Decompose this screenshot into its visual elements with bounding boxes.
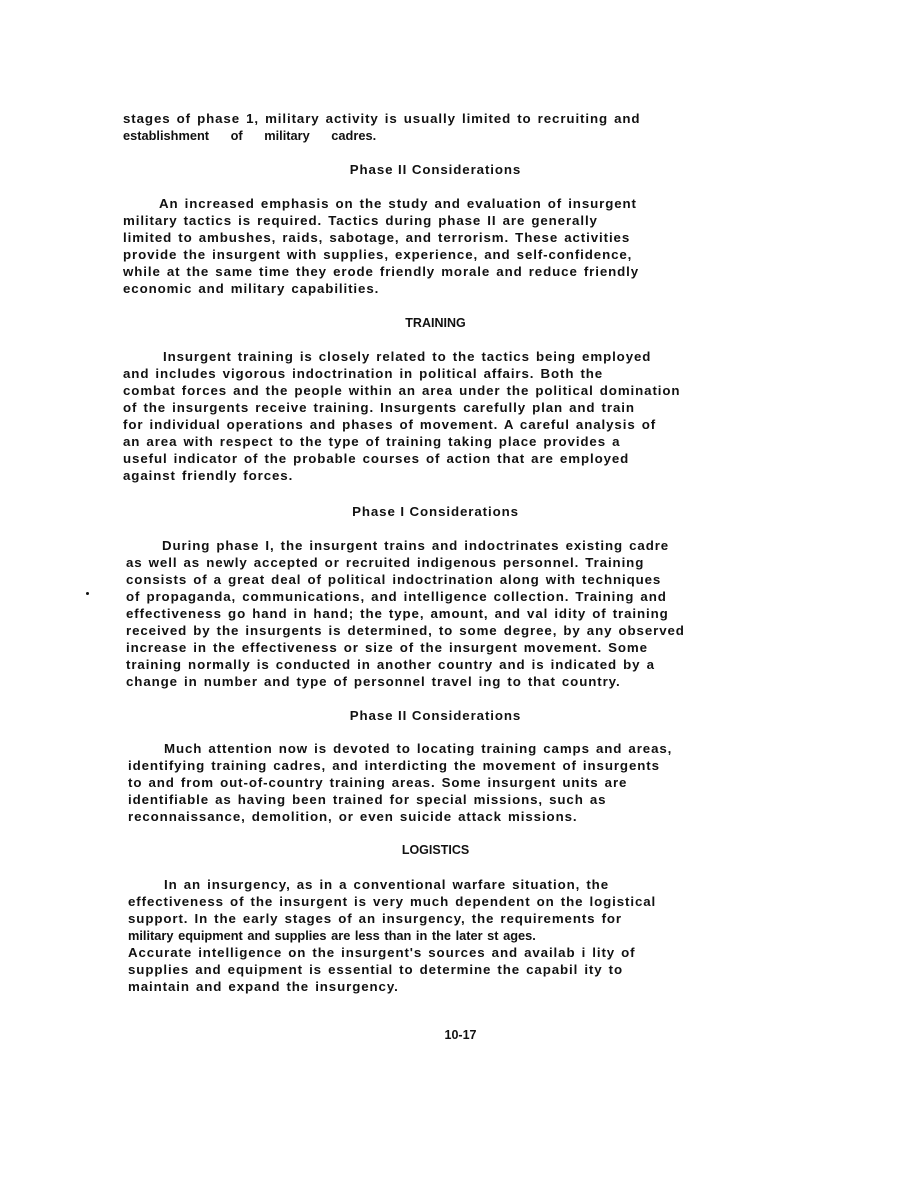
paragraph-line: military tactics is required. Tactics during phase II are generally <box>123 213 598 228</box>
paragraph-line: An increased emphasis on the study and evaluation of insurgent <box>159 196 637 211</box>
paragraph-line: effectiveness of the insurgent is very much dependent on the logistical <box>128 894 657 909</box>
intro-line-1: stages of phase 1, military activity is usually limited to recruiting and <box>123 111 641 126</box>
paragraph-line: identifying training cadres, and interdicting the movement of insurgents <box>128 758 660 773</box>
paragraph-line: reconnaissance, demolition, or even suicide attack missions. <box>128 809 578 824</box>
heading-training: TRAINING <box>405 316 466 330</box>
margin-mark <box>86 592 89 595</box>
paragraph-line: as well as newly accepted or recruited indigenous personnel. Training <box>126 555 645 570</box>
intro-paragraph <box>123 110 748 144</box>
paragraph-phase2-tactics <box>123 195 748 297</box>
paragraph-logistics <box>128 876 753 995</box>
paragraph-line: maintain and expand the insurgency. <box>128 979 399 994</box>
paragraph-line: useful indicator of the probable courses of action that are employed <box>123 451 630 466</box>
paragraph-line: change in number and type of personnel travel ing to that country. <box>126 674 621 689</box>
paragraph-line: to and from out-of-country training areas. Some insurgent units are <box>128 775 628 790</box>
paragraph-line: effectiveness go hand in hand; the type, amount, and val idity of training <box>126 606 669 621</box>
paragraph-training <box>123 348 748 484</box>
paragraph-line: In an insurgency, as in a conventional warfare situation, the <box>164 877 609 892</box>
paragraph-line: provide the insurgent with supplies, experience, and self-confidence, <box>123 247 633 262</box>
paragraph-line: Much attention now is devoted to locating training camps and areas, <box>164 741 673 756</box>
paragraph-line: against friendly forces. <box>123 468 294 483</box>
paragraph-line: of propaganda, communications, and intelligence collection. Training and <box>126 589 667 604</box>
heading-phase1-training: Phase I Considerations <box>352 504 519 519</box>
heading-phase2-tactics: Phase II Considerations <box>349 162 522 177</box>
paragraph-line: increase in the effectiveness or size of the insurgent movement. Some <box>126 640 648 655</box>
paragraph-line: an area with respect to the type of training taking place provides a <box>123 434 621 449</box>
paragraph-line: while at the same time they erode friendly morale and reduce friendly <box>123 264 640 279</box>
paragraph-line: economic and military capabilities. <box>123 281 380 296</box>
page-number: 10-17 <box>444 1028 477 1042</box>
paragraph-line: Insurgent training is closely related to the tactics being employed <box>163 349 652 364</box>
paragraph-line: support. In the early stages of an insurgency, the requirements for <box>128 911 622 926</box>
paragraph-line: and includes vigorous indoctrination in political affairs. Both the <box>123 366 604 381</box>
paragraph-phase1-training <box>126 537 751 690</box>
heading-logistics: LOGISTICS <box>401 843 470 857</box>
paragraph-line: identifiable as having been trained for special missions, such as <box>128 792 607 807</box>
paragraph-phase2-training <box>128 740 753 825</box>
paragraph-line: training normally is conducted in another country and is indicated by a <box>126 657 655 672</box>
paragraph-line: supplies and equipment is essential to determine the capabil ity to <box>128 962 623 977</box>
paragraph-line: consists of a great deal of political indoctrination along with techniques <box>126 572 662 587</box>
paragraph-line: for individual operations and phases of movement. A careful analysis of <box>123 417 657 432</box>
paragraph-line: combat forces and the people within an area under the political domination <box>123 383 681 398</box>
paragraph-line: received by the insurgents is determined, to some degree, by any observed <box>126 623 685 638</box>
paragraph-line: limited to ambushes, raids, sabotage, and terrorism. These activities <box>123 230 631 245</box>
paragraph-line: military equipment and supplies are less than in the later st ages. <box>128 928 536 943</box>
paragraph-line: During phase I, the insurgent trains and indoctrinates existing cadre <box>162 538 670 553</box>
intro-line-2: establishment of military cadres. <box>123 128 377 143</box>
paragraph-line: of the insurgents receive training. Insurgents carefully plan and train <box>123 400 635 415</box>
paragraph-line: Accurate intelligence on the insurgent's sources and availab i lity of <box>128 945 636 960</box>
heading-phase2-training: Phase II Considerations <box>349 708 522 723</box>
